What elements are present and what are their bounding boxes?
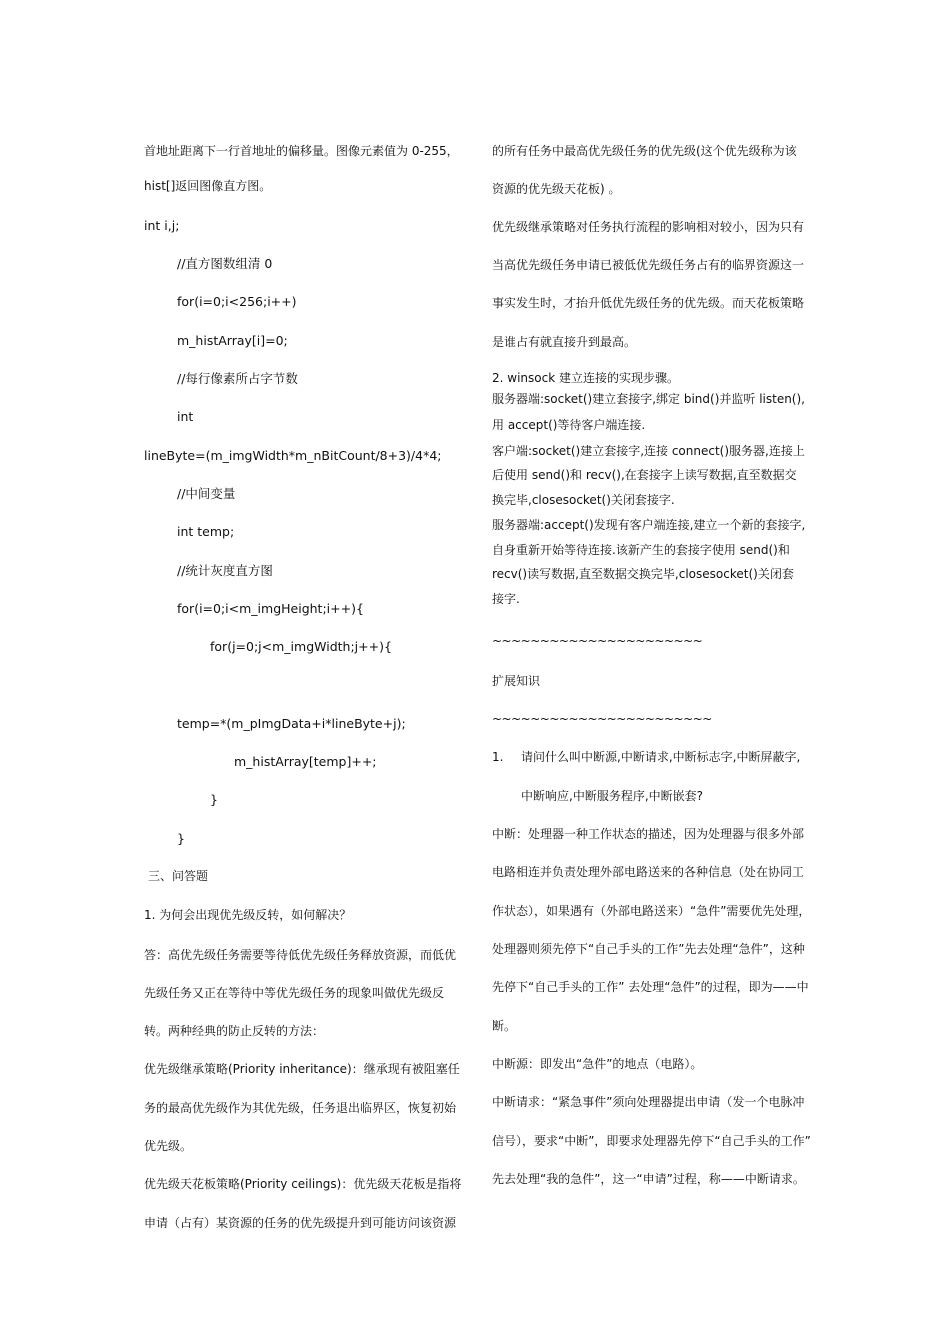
text-line: 服务器端:socket()建立套接字,绑定 bind()并监听 listen(), xyxy=(492,392,805,406)
code-line: for(j=0;j<m_imgWidth;j++){ xyxy=(210,639,392,654)
code-line: } xyxy=(210,792,218,807)
code-line: int temp; xyxy=(177,524,235,539)
text-line: 务的最高优先级作为其优先级，任务退出临界区，恢复初始 xyxy=(144,1101,457,1115)
text-line: 中断源：即发出“急件”的地点（电路）。 xyxy=(492,1057,703,1071)
tilde-divider: ~~~~~~~~~~~~~~~~~~~~~~ xyxy=(492,634,703,648)
text-line: 电路相连并负责处理外部电路送来的各种信息（处在协同工 xyxy=(492,865,805,879)
text-line: 申请（占有）某资源的任务的优先级提升到可能访问该资源 xyxy=(144,1216,457,1230)
text-line: 优先级继承策略对任务执行流程的影响相对较小，因为只有 xyxy=(492,220,805,234)
text-line: 先去处理“我的急件”，这一“申请”过程，称——中断请求。 xyxy=(492,1172,805,1186)
text-line: hist[]返回图像直方图。 xyxy=(144,179,272,193)
code-line: } xyxy=(177,831,185,846)
code-comment: //直方图数组清 0 xyxy=(177,256,273,271)
text-line: 是谁占有就直接升到最高。 xyxy=(492,335,637,349)
text-line: 作状态），如果遇有（外部电路送来）“急件”需要优先处理， xyxy=(492,904,811,918)
text-line: 中断请求：“紧急事件”须向处理器提出申请（发一个电脉冲 xyxy=(492,1095,805,1109)
text-line: 信号），要求“中断”，即要求处理器先停下“自己手头的工作” xyxy=(492,1134,811,1148)
text-line: 服务器端:accept()发现有客户端连接,建立一个新的套接字, xyxy=(492,518,806,532)
text-line: 用 accept()等待客户端连接. xyxy=(492,418,646,432)
code-comment: //统计灰度直方图 xyxy=(177,563,273,578)
text-line: 后使用 send()和 recv(),在套接字上读写数据,直至数据交 xyxy=(492,468,797,482)
code-line: int xyxy=(177,409,194,424)
text-line: 自身重新开始等待连接.该新产生的套接字使用 send()和 xyxy=(492,543,790,557)
list-number: 1. xyxy=(492,750,504,764)
section-heading: 扩展知识 xyxy=(492,674,541,688)
text-line: 中断：处理器一种工作状态的描述，因为处理器与很多外部 xyxy=(492,827,805,841)
text-line: 接字. xyxy=(492,592,520,606)
code-line: for(i=0;i<m_imgHeight;i++){ xyxy=(177,601,364,616)
code-line: temp=*(m_pImgData+i*lineByte+j); xyxy=(177,716,406,731)
text-line: 资源的优先级天花板) 。 xyxy=(492,182,621,196)
text-line: 转。两种经典的防止反转的方法： xyxy=(144,1024,325,1038)
question-heading: 1. 为何会出现优先级反转，如何解决？ xyxy=(144,908,352,922)
code-line: m_histArray[i]=0; xyxy=(177,333,288,348)
text-line: 客户端:socket()建立套接字,连接 connect()服务器,连接上 xyxy=(492,444,805,458)
text-line: 断。 xyxy=(492,1019,517,1033)
question-heading: 中断响应,中断服务程序,中断嵌套? xyxy=(521,789,703,803)
code-comment: //每行像素所占字节数 xyxy=(177,371,298,386)
question-heading: 2. winsock 建立连接的实现步骤。 xyxy=(492,371,679,385)
text-line: 优先级天花板策略(Priority ceilings)：优先级天花板是指将 xyxy=(144,1177,462,1191)
code-comment: //中间变量 xyxy=(177,486,236,501)
section-heading: 三、问答题 xyxy=(148,869,209,883)
text-line: 换完毕,closesocket()关闭套接字. xyxy=(492,493,675,507)
text-line: 优先级。 xyxy=(144,1139,193,1153)
text-line: 首地址距离下一行首地址的偏移量。图像元素值为 0-255， xyxy=(144,144,459,158)
text-line: 事实发生时，才抬升低优先级任务的优先级。而天花板策略 xyxy=(492,296,805,310)
code-line: m_histArray[temp]++; xyxy=(234,754,377,769)
code-line: lineByte=(m_imgWidth*m_nBitCount/8+3)/4*4; xyxy=(144,448,442,463)
text-line: 先停下“自己手头的工作” 去处理“急件”的过程，即为——中 xyxy=(492,980,809,994)
text-line: 优先级继承策略(Priority inheritance)：继承现有被阻塞任 xyxy=(144,1062,460,1076)
code-line: for(i=0;i<256;i++) xyxy=(177,294,297,309)
question-heading: 请问什么叫中断源,中断请求,中断标志字,中断屏蔽字, xyxy=(521,750,801,764)
text-line: 答：高优先级任务需要等待低优先级任务释放资源，而低优 xyxy=(144,948,457,962)
tilde-divider: ~~~~~~~~~~~~~~~~~~~~~~~ xyxy=(492,712,712,726)
text-line: 的所有任务中最高优先级任务的优先级(这个优先级称为该 xyxy=(492,144,797,158)
text-line: 处理器则须先停下“自己手头的工作”先去处理“急件”，这种 xyxy=(492,942,805,956)
text-line: 先级任务又正在等待中等优先级任务的现象叫做优先级反 xyxy=(144,986,445,1000)
text-line: 当高优先级任务申请已被低优先级任务占有的临界资源这一 xyxy=(492,258,805,272)
text-line: recv()读写数据,直至数据交换完毕,closesocket()关闭套 xyxy=(492,567,794,581)
code-line: int i,j; xyxy=(144,218,180,233)
